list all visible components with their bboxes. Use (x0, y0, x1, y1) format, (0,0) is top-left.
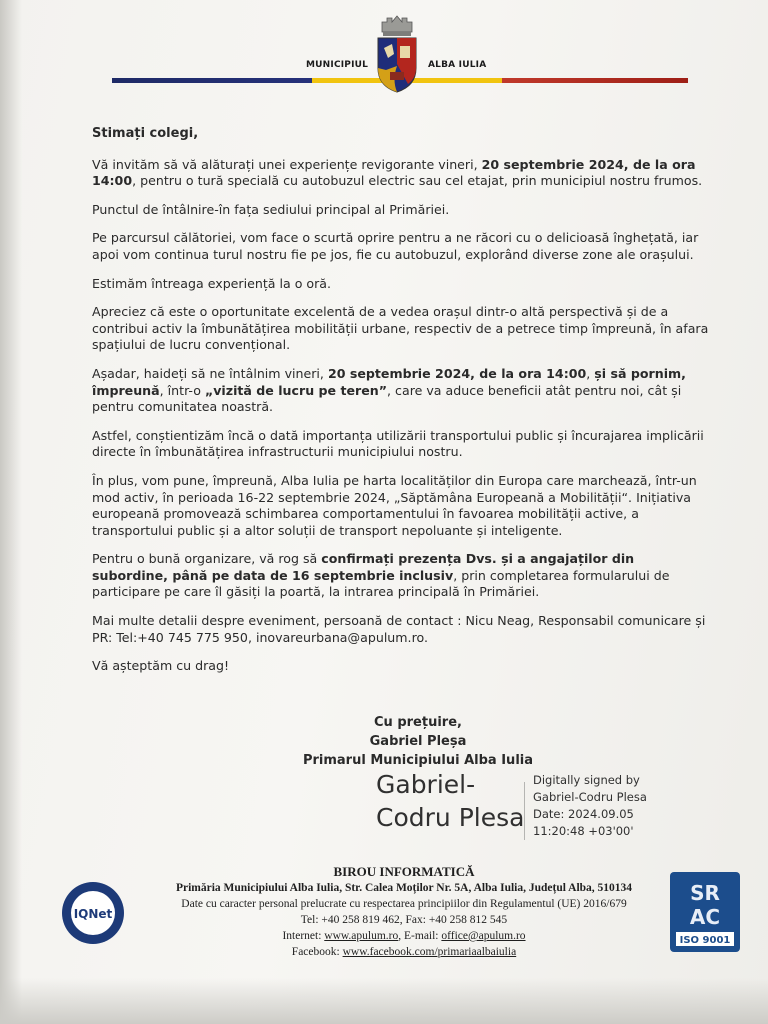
text-run: , de la ora (470, 365, 547, 381)
paragraph-confirmation (92, 551, 710, 601)
paragraph-mobility-week: În plus, vom pune, împreună, Alba Iulia pe harta localităților din Europa care marchează, într-un mod activ, în perioada 16-22 septembrie 2024, „Săptămâna Europeană a Mobilității“. Inițiativa europeană promovează schimbarea comportamentului în favoarea mobilității active, a transportului public și a altor soluții de transport nepoluante și inteligente. (92, 472, 697, 538)
letterhead-municipiul: MUNICIPIUL (306, 60, 369, 70)
closing-name: Gabriel Pleșa (369, 734, 467, 749)
signature-info-line: Gabriel-Codru Plesa (533, 790, 647, 804)
paragraph-sign-off: Vă așteptăm cu drag! (92, 658, 230, 674)
event-time: 14:00 (546, 365, 587, 381)
srac-text: SR (690, 881, 720, 905)
flag-stripe-red (502, 78, 688, 83)
closing-title: Primarul Municipiului Alba Iulia (302, 753, 534, 768)
signature-date: Date: 2024.09.05 (533, 807, 634, 821)
text-run: Pentru o bună organizare, vă rog să (92, 551, 322, 567)
event-date: 20 septembrie 2024 (481, 156, 624, 172)
footer-facebook (134, 944, 674, 960)
visit-title: „vizită de lucru pe teren” (204, 382, 388, 398)
signature-divider (524, 782, 525, 840)
paragraph-opportunity: Apreciez că este o oportunitate excelentă de a vedea orașul dintr-o altă perspectivă și de a contribui activ la îmbunătățirea mobilității urbane, respectiv de a petrece timp împreună, în afara spațiului de lucru convențional. (92, 304, 709, 353)
text-run: , pentru o tură specială cu autobuzul electric sau cel etajat, prin municipiul nostru frumos. (132, 173, 703, 189)
confirmation-deadline: confirmați prezența Dvs. și a angajaților din subordine, până pe data de 16 septembrie inclusiv (92, 551, 635, 583)
facebook-link[interactable]: www.facebook.com/primariaalbaiulia (342, 946, 517, 958)
paragraph-meeting-point: Punctul de întâlnire-în fața sediului principal al Primăriei. (92, 201, 450, 217)
paragraph-awareness: Astfel, conștientizăm încă o dată importanța utilizării transportului public și încurajarea implicării directe în îmbunătățirea infrastructurii municipiului nostru. (92, 427, 704, 460)
iqnet-certification-logo (60, 880, 126, 946)
text-run: și să pornim, împreună (92, 365, 686, 398)
event-time: 14:00 (92, 173, 133, 189)
text-run: Așadar, haideți să ne întâlnim vineri, (92, 365, 328, 381)
signature-info-line: Digitally signed by (533, 773, 640, 787)
text-run: , de la ora (623, 156, 696, 172)
footer-address: Primăria Municipiului Alba Iulia, Str. Calea Moților Nr. 5A, Alba Iulia, Județul Alba, 510134 (175, 882, 633, 894)
text-run: Vă invităm să vă alăturați unei experiențe revigorante vineri, (92, 156, 482, 172)
coat-of-arms-icon (372, 14, 422, 94)
signature-time: 11:20:48 +03'00' (533, 824, 634, 838)
digital-signature-name (376, 768, 524, 834)
page-shadow (0, 978, 768, 1024)
footer-title: BIROU INFORMATICĂ (333, 864, 475, 879)
paragraph-invitation (92, 157, 710, 190)
closing-block (288, 713, 548, 770)
digital-signature-info (533, 772, 647, 840)
paragraph-meet (92, 366, 710, 416)
text-run: , care va aduce beneficii atât pentru noi, cât și pentru comunitatea noastră. (92, 382, 682, 415)
text-run: Facebook: (291, 946, 343, 958)
letter-body (92, 126, 710, 687)
text-run: , într-o (159, 382, 205, 398)
paragraph-duration: Estimăm întreaga experiență la o oră. (92, 275, 332, 291)
text-run: , prin completarea formularului de participare pe care îl găsiți la poartă, la intrarea principală în Primăriei. (92, 567, 670, 600)
srac-text: AC (689, 905, 721, 929)
letterhead-city: ALBA IULIA (428, 60, 487, 70)
footer-phone: Tel: +40 258 819 462, Fax: +40 258 812 545 (300, 914, 508, 926)
letterhead (112, 14, 688, 94)
signature-name-line: Gabriel- (376, 770, 476, 799)
closing-salutation: Cu prețuire, (374, 715, 462, 730)
paragraph-contact: Mai multe detalii despre eveniment, persoană de contact : Nicu Neag, Responsabil comunicare și PR: Tel:+40 745 775 950, inovareurbana@apulum.ro. (92, 613, 706, 645)
flag-stripe-blue (112, 78, 312, 83)
footer-gdpr: Date cu caracter personal prelucrate cu respectarea principiilor din Regulamentul (UE) 2016/679 (181, 898, 627, 910)
email-link[interactable]: office@apulum.ro (441, 930, 526, 942)
text-run: , (586, 365, 595, 381)
event-date: 20 septembrie 2024 (327, 365, 471, 381)
srac-iso-logo (670, 872, 740, 952)
paragraph-journey: Pe parcursul călătoriei, vom face o scurtă oprire pentru a ne răcori cu o delicioasă înghețată, iar apoi vom continua turul nostru fie pe jos, fie cu autobuzul, explorând diverse zone ale orașului. (92, 230, 699, 262)
greeting: Stimați colegi, (92, 126, 199, 141)
page-shadow (0, 0, 22, 1024)
signature-name-line: Codru Plesa (376, 803, 525, 832)
text-run: Internet: (282, 930, 325, 942)
iso-text: ISO 9001 (679, 935, 731, 946)
website-link[interactable]: www.apulum.ro (324, 930, 399, 942)
footer-contacts (134, 928, 674, 944)
iqnet-text: IQNet (73, 907, 113, 921)
letter-footer (134, 864, 674, 960)
text-run: , E-mail: (398, 930, 442, 942)
